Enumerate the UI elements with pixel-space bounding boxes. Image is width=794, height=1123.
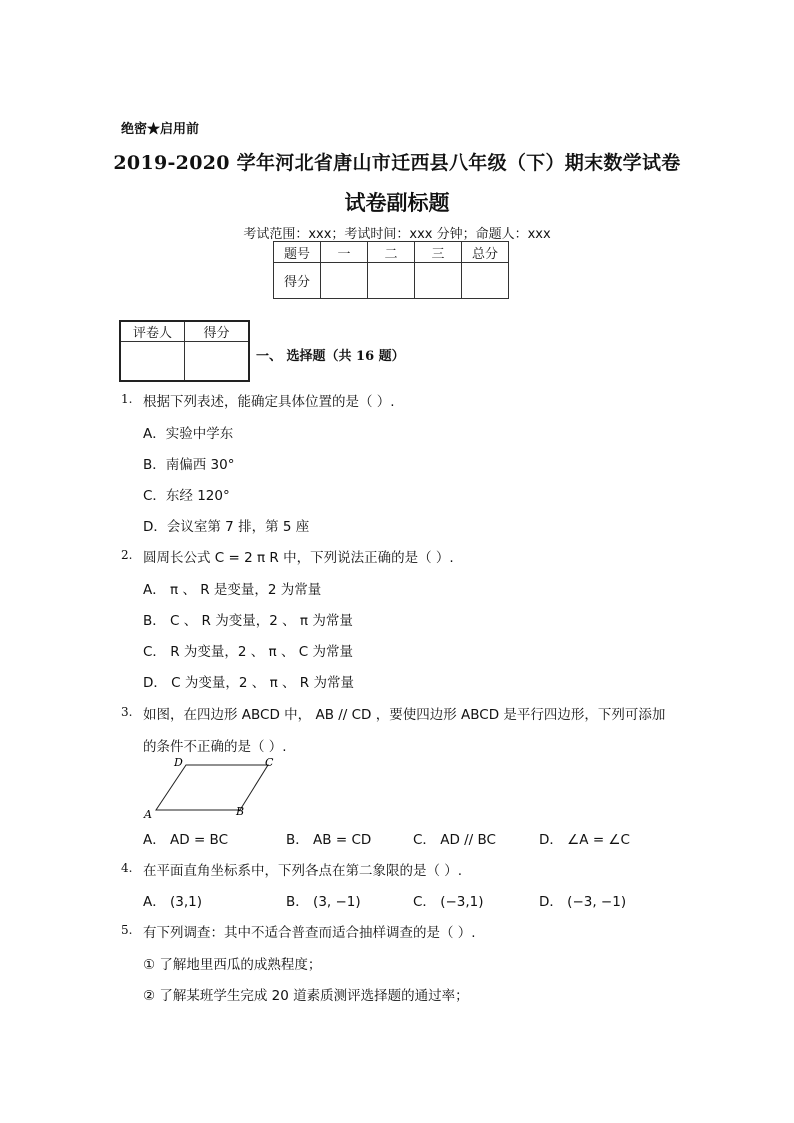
vertex-label-d: D xyxy=(174,756,183,769)
exam-subtitle: 试卷副标题 xyxy=(344,190,450,215)
question-option: C． (−3,1) xyxy=(413,894,484,910)
question-option: A． AD = BC xyxy=(143,832,229,848)
question-option: D． (−3, −1) xyxy=(539,894,627,910)
question-option: C． AD // BC xyxy=(413,832,496,848)
vertex-label-c: C xyxy=(265,756,274,769)
question-number: 2. xyxy=(121,548,133,562)
exam-title: 2019-2020 学年河北省唐山市迁西县八年级（下）期末数学试卷 xyxy=(113,152,681,174)
confidential-label: 绝密★启用前 xyxy=(121,122,200,137)
question-item: ② 了解某班学生完成 20 道素质测评选择题的通过率； xyxy=(143,988,469,1004)
question-option: B． AB = CD xyxy=(286,832,372,848)
question-option: D．会议室第 7 排，第 5 座 xyxy=(143,519,310,535)
score-header-cell: 三 xyxy=(415,242,462,263)
question-option: C．东经 120° xyxy=(143,488,230,504)
question-number: 5. xyxy=(121,923,133,937)
question-option: C． R 为变量，2 、 π 、 C 为常量 xyxy=(143,644,353,660)
question-item: ① 了解地里西瓜的成熟程度； xyxy=(143,957,322,973)
score-cell xyxy=(368,263,415,299)
question-option: A． (3,1) xyxy=(143,894,203,910)
score-header-cell: 一 xyxy=(321,242,368,263)
question-option: A．实验中学东 xyxy=(143,426,234,442)
question-option: D． C 为变量，2 、 π 、 R 为常量 xyxy=(143,675,354,691)
parallelogram-shape xyxy=(156,765,268,810)
vertex-label-a: A xyxy=(144,808,152,820)
parallelogram-figure xyxy=(140,754,280,820)
exam-info: 考试范围：xxx；考试时间：xxx 分钟；命题人：xxx xyxy=(243,227,551,242)
question-option: A． π 、 R 是变量，2 为常量 xyxy=(143,582,322,598)
question-number: 3. xyxy=(121,705,133,719)
question-option: B． C 、 R 为变量，2 、 π 为常量 xyxy=(143,613,353,629)
question-option: B．南偏西 30° xyxy=(143,457,235,473)
question-number: 4. xyxy=(121,861,133,875)
question-stem: 圆周长公式 C = 2 π R 中，下列说法正确的是（ ）. xyxy=(143,550,454,566)
grader-header-cell: 得分 xyxy=(185,321,250,342)
question-stem-continued: 的条件不正确的是（ ）. xyxy=(143,739,287,755)
score-header-cell: 总分 xyxy=(462,242,509,263)
question-option: D． ∠A = ∠C xyxy=(539,832,630,848)
question-number: 1. xyxy=(121,392,133,406)
score-cell xyxy=(415,263,462,299)
score-row-label: 得分 xyxy=(274,263,321,299)
question-stem: 如图，在四边形 ABCD 中， AB // CD ，要使四边形 ABCD 是平行四边形，下列可添加 xyxy=(143,707,666,723)
question-option: B． (3, −1) xyxy=(286,894,361,910)
grader-cell xyxy=(185,342,250,382)
question-stem: 在平面直角坐标系中，下列各点在第二象限的是（ ）. xyxy=(143,863,463,879)
score-table xyxy=(273,241,509,299)
score-header-cell: 二 xyxy=(368,242,415,263)
grader-header-cell: 评卷人 xyxy=(120,321,185,342)
score-header-cell: 题号 xyxy=(274,242,321,263)
score-cell xyxy=(321,263,368,299)
question-stem: 有下列调查：其中不适合普查而适合抽样调查的是（ ）. xyxy=(143,925,476,941)
score-cell xyxy=(462,263,509,299)
question-stem: 根据下列表述，能确定具体位置的是（ ）. xyxy=(143,394,395,410)
vertex-label-b: B xyxy=(236,805,245,818)
grader-cell xyxy=(120,342,185,382)
section-title: 一、 选择题（共 16 题） xyxy=(256,349,405,364)
grader-table xyxy=(119,320,250,382)
